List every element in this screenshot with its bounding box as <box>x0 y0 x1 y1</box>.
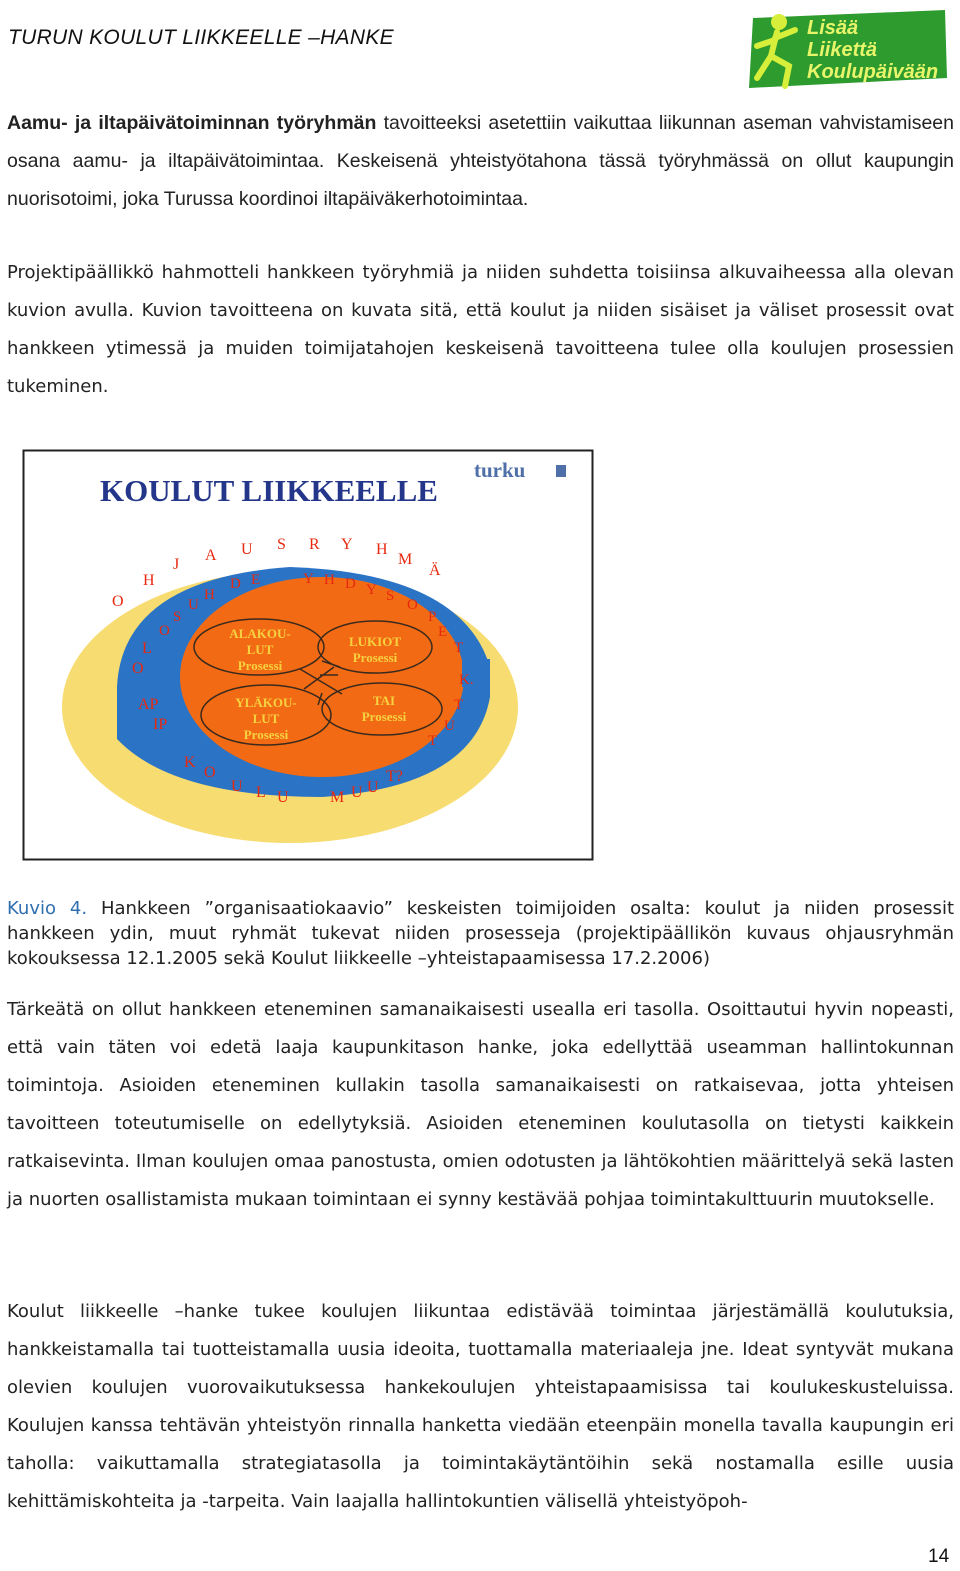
header-title: TURUN KOULUT LIIKKEELLE –HANKE <box>8 26 394 49</box>
outer-letter: M <box>398 551 413 568</box>
figure-caption-text: Hankkeen ”organisaatiokaavio” keskeisten toimijoiden osalta: koulut ja niiden prosessit hankkeen ydin, muut ryhmät tukevat niiden prosesseja (projektipäällikön kuvaus ohjausryhmän kokouksessa 12.1.2005 sekä Koulut liikkeelle –yhteistapaamisessa 17.2.2006) <box>7 898 954 969</box>
inner-letter: T <box>454 640 464 656</box>
turku-logo <box>472 458 568 482</box>
inner-letter: U <box>444 718 455 734</box>
outer-letter: Y <box>341 536 353 553</box>
core-area <box>180 577 464 777</box>
outer-letter: AP <box>138 696 159 713</box>
inner-letter: K. <box>459 672 474 688</box>
outer-letter: O <box>132 660 144 677</box>
outer-letter: H <box>376 541 388 558</box>
outer-letter: O <box>112 593 124 610</box>
inner-letter: Y <box>366 582 377 598</box>
paragraph-support: Koulut liikkeelle –hanke tukee koulujen liikuntaa edistävää toimintaa järjestämällä koulutuksia, hankkeistamalla tai tuotteistamalla uusia ideoita, tuottamalla materiaaleja jne. Ideat syntyvät mukana olevien koulujen vuorovaikutuksessa hankekoulujen yhteistapaamisissa tai koulukeskusteluissa. Koulujen kanssa tehtävän yhteistyön rinnalla hanketta viedään eteenpäin monella tavalla kaupungin eri taholla: vaikuttamalla strategiatasolla ja toimintakäytäntöihin sekä nostamalla esille uusia kehittämiskohteita ja -tarpeita. Vain laajalla hallintokuntien välisellä yhteistyöpoh- <box>7 1301 954 1512</box>
process-tai-label-1: TAI <box>372 693 396 708</box>
outer-letter: J <box>173 556 180 573</box>
inner-letter: U <box>188 597 199 613</box>
figure-title: KOULUT LIIKKEELLE <box>100 473 438 508</box>
inner-letter: H <box>204 587 215 603</box>
outer-letter: H <box>143 572 155 589</box>
outer-letter: O <box>204 764 216 781</box>
process-yla-label-2: LUT <box>252 711 280 726</box>
logo-line-1: Lisää <box>807 17 859 39</box>
process-ala-label-3: Prosessi <box>237 658 283 673</box>
inner-letter: D <box>230 576 241 592</box>
outer-letter: IP <box>153 716 168 733</box>
inner-letter: E <box>438 624 448 640</box>
outer-letter: U <box>241 541 253 558</box>
process-yla-label-3: Prosessi <box>243 727 289 742</box>
inner-letter: T <box>454 697 464 713</box>
paragraph-intro-figure: Projektipäällikkö hahmotteli hankkeen työryhmiä ja niiden suhdetta toisiinsa alkuvaiheessa alla olevan kuvion avulla. Kuvion tavoitteena on kuvata sitä, että koulut ja niiden sisäiset ja väliset prosessit ovat hankkeen ytimessä ja muiden toimijatahojen keskeisenä tavoitteena tulee olla koulujen prosessien tukeminen. <box>7 262 954 397</box>
outer-letter: U <box>351 784 363 801</box>
paragraph-aip-bold: Aamu- ja iltapäivätoiminnan työryhmän <box>7 112 377 134</box>
logo-line-2: Liikettä <box>807 39 878 61</box>
outer-letter: M <box>330 789 345 806</box>
outer-letter: A <box>205 547 217 564</box>
outer-letter: T? <box>386 768 403 785</box>
outer-letter: U <box>277 789 289 806</box>
process-lukiot-label-2: Prosessi <box>352 650 398 665</box>
inner-letter: E <box>251 572 261 588</box>
inner-letter: P <box>428 609 437 625</box>
turku-logo-text: turku <box>474 458 526 482</box>
inner-letter: S <box>173 609 182 625</box>
outer-letter: S <box>277 536 286 553</box>
process-ala-label-1: ALAKOU- <box>229 626 291 641</box>
paragraph-levels: Tärkeätä on ollut hankkeen eteneminen samanaikaisesti usealla eri tasolla. Osoittautui hyvin nopeasti, että vain täten voi edetä laaja kaupunkitason hanke, joka edellyttää useamman hallintokunnan toimintoja. Asioiden eteneminen kullakin tasolla samanaikaisesti on ratkaisevaa, jotta yhteisen tavoitteen toteutumiselle on edellytyksiä. Asioiden eteneminen koulutasolla on tietysti kaikkein ratkaisevinta. Ilman koulujen omaa panostusta, omien odotusten ja lähtökohtien määrittelyä sekä lasten ja nuorten osallistamista mukaan toimintaan ei synny kestävää pohjaa toimintakulttuurin muutokselle. <box>7 999 954 1210</box>
inner-letter: T <box>428 733 438 749</box>
process-lukiot-label-1: LUKIOT <box>348 634 402 649</box>
process-tai-label-2: Prosessi <box>361 709 407 724</box>
inner-letter: O <box>407 597 418 613</box>
outer-letter: U <box>367 779 379 796</box>
paragraph-aip <box>7 104 954 218</box>
process-yla-label-1: YLÄKOU- <box>235 695 297 710</box>
inner-letter: H <box>324 572 335 588</box>
outer-letter: K <box>184 754 196 771</box>
outer-letter: U <box>231 778 243 795</box>
project-logo <box>733 4 951 94</box>
page-number: 14 <box>928 1546 950 1567</box>
outer-letter: R <box>309 536 320 553</box>
figure-caption <box>7 896 954 971</box>
paragraph-aip-rest: tavoitteeksi asetettiin vaikuttaa liikunnan aseman vahvistamiseen osana aamu- ja iltapäivätoimintaa. Keskeisenä yhteistyötahona tässä työryhmässä on ollut kaupungin nuorisotoimi, joka Turussa koordinoi iltapäiväkerhotoimintaa. <box>7 112 954 210</box>
inner-letter: S <box>386 588 395 604</box>
outer-letter: Ä <box>429 562 441 579</box>
outer-letter: L <box>256 784 266 801</box>
logo-line-3: Koulupäivään <box>807 61 939 83</box>
inner-letter: Y <box>303 571 314 587</box>
outer-letter: L <box>142 640 152 657</box>
figure-caption-label: Kuvio 4. <box>7 898 88 919</box>
figure-koulut-liikkeelle <box>22 449 594 861</box>
inner-letter: D <box>345 576 356 592</box>
process-ala-label-2: LUT <box>246 642 274 657</box>
inner-letter: O <box>159 623 170 639</box>
